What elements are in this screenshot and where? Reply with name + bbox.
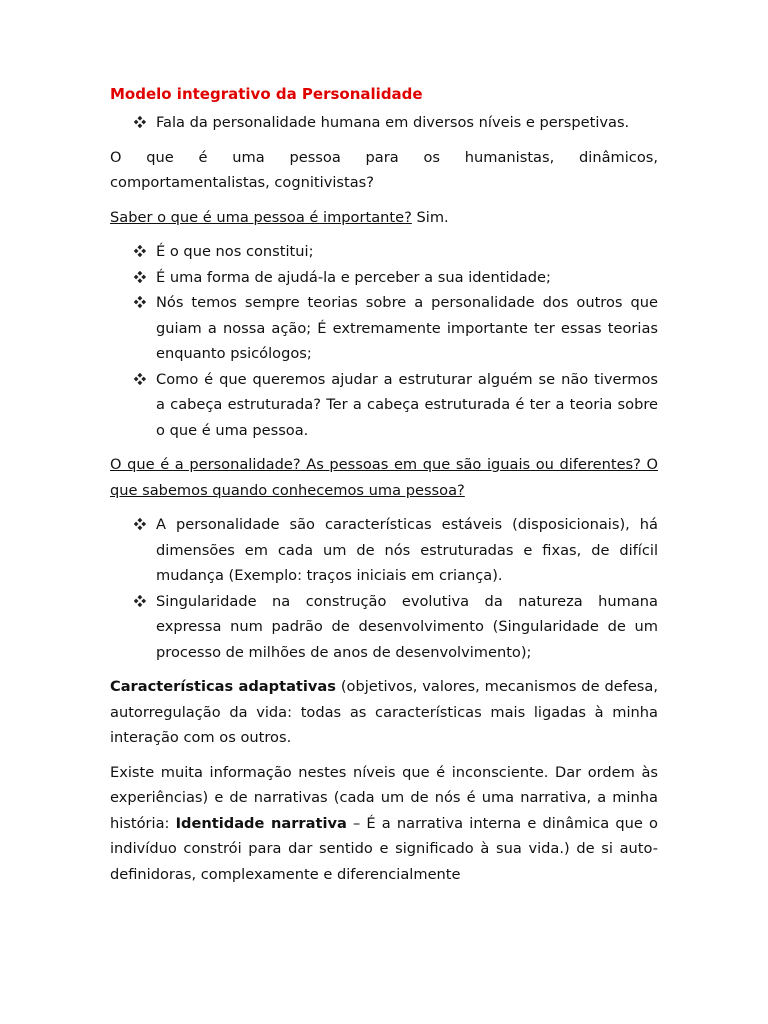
paragraph-text: – É a narrativa interna e dinâmica que o indivíduo constrói para dar sentido e significado à sua vida.) de si auto-definidoras, complexamente e diferencialmente xyxy=(110,814,658,883)
bold-term: Características adaptativas xyxy=(110,678,336,695)
diamond-bullet-icon xyxy=(134,239,148,265)
bullet-list-personality xyxy=(110,512,658,665)
list-item-text: Nós temos sempre teorias sobre a personalidade dos outros que guiam a nossa ação; É extremamente importante ter essas teorias enquanto psicólogos; xyxy=(156,294,658,362)
list-item-text: Singularidade na construção evolutiva da natureza humana expressa num padrão de desenvolvimento (Singularidade de um processo de milhões de anos de desenvolvimento); xyxy=(156,592,658,661)
list-item-text: É uma forma de ajudá-la e perceber a sua identidade; xyxy=(156,268,551,286)
list-item-text: Fala da personalidade humana em diversos níveis e perspetivas. xyxy=(156,114,630,131)
diamond-bullet-icon xyxy=(134,265,148,291)
list-item-text: É o que nos constitui; xyxy=(156,243,314,260)
bullet-list-importance xyxy=(110,239,658,443)
document-title: Modelo integrativo da Personalidade xyxy=(110,85,423,103)
paragraph-importance xyxy=(110,205,658,231)
document-page xyxy=(110,84,658,896)
bullet-list-intro xyxy=(110,110,658,136)
list-item xyxy=(110,589,658,666)
paragraph-personality-question: O que é a personalidade? As pessoas em que são iguais ou diferentes? O que sabemos quando conhecemos uma pessoa? xyxy=(110,456,658,499)
list-item xyxy=(110,367,658,444)
paragraph-adaptive-characteristics xyxy=(110,674,658,751)
diamond-bullet-icon xyxy=(134,512,148,538)
list-item xyxy=(110,265,658,291)
paragraph-text: (objetivos, valores, mecanismos de defesa, autorregulação da vida: todas as características mais ligadas à minha interação com os outros. xyxy=(110,678,658,746)
list-item xyxy=(110,512,658,589)
paragraph-narrative-identity xyxy=(110,760,658,888)
bold-term: Identidade narrativa xyxy=(175,814,347,832)
paragraph-text: Existe muita informação nestes níveis que é inconsciente. Dar ordem às experiências) e de narrativas (cada um de nós é uma narrativa, a minha história: xyxy=(110,763,658,832)
diamond-bullet-icon xyxy=(134,589,148,615)
diamond-bullet-icon xyxy=(134,367,148,393)
answer-text: Sim. xyxy=(411,208,449,226)
list-item xyxy=(110,110,658,136)
paragraph-question-humanists: O que é uma pessoa para os humanistas, dinâmicos, comportamentalistas, cognitivistas? xyxy=(110,148,658,191)
list-item xyxy=(110,290,658,367)
list-item xyxy=(110,239,658,265)
diamond-bullet-icon xyxy=(134,110,148,136)
diamond-bullet-icon xyxy=(134,290,148,316)
underlined-question: Saber o que é uma pessoa é importante? xyxy=(110,208,412,226)
list-item-text: A personalidade são características estáveis (disposicionais), há dimensões em cada um de nós estruturadas e fixas, de difícil mudança (Exemplo: traços iniciais em criança). xyxy=(156,516,658,584)
list-item-text: Como é que queremos ajudar a estruturar alguém se não tivermos a cabeça estruturada? Ter a cabeça estruturada é ter a teoria sobre o que é uma pessoa. xyxy=(156,370,658,439)
